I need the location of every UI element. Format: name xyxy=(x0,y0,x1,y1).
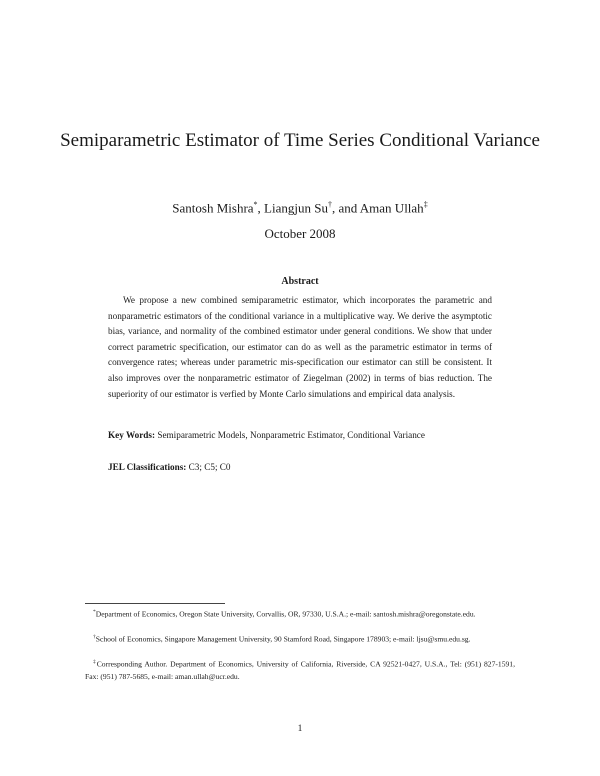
keywords-text: Semiparametric Models, Nonparametric Estimator, Conditional Variance xyxy=(157,430,425,440)
author-name: Aman Ullah xyxy=(359,200,424,216)
footnote-mark: * xyxy=(93,609,96,615)
footnote-mark: * xyxy=(253,200,258,209)
abstract-heading: Abstract xyxy=(281,276,319,287)
author-line xyxy=(0,200,600,216)
footnote xyxy=(85,606,515,621)
keywords-label: Key Words: xyxy=(108,430,156,440)
publication-date: October 2008 xyxy=(264,226,336,241)
author-name: Santosh Mishra xyxy=(172,200,254,216)
footnote xyxy=(85,656,515,684)
paper-title: Semiparametric Estimator of Time Series Conditional Variance xyxy=(60,130,540,151)
footnote-mark: † xyxy=(93,634,96,640)
author-name: Liangjun Su xyxy=(264,200,328,216)
footnote-text: School of Economics, Singapore Management University, 90 Stamford Road, Singapore 178903; e-mail: ljsu@smu.edu.sg. xyxy=(95,634,471,644)
keywords xyxy=(108,430,508,440)
jel-label: JEL Classifications: xyxy=(108,462,187,472)
footnote-mark: † xyxy=(327,200,332,209)
jel-classifications xyxy=(108,462,508,472)
footnote-text: Corresponding Author. Department of Economics, University of California, Riverside, CA 92521-0427, U.S.A., Tel: (951) 827-1591, Fax: (951) 787-5685, e-mail: aman.ullah@ucr.edu. xyxy=(85,659,516,682)
author-separator: , and xyxy=(331,200,360,216)
footnote xyxy=(85,631,515,646)
abstract-body: We propose a new combined semiparametric estimator, which incorporates the parametric and nonparametric estimators of the conditional variance in a multiplicative way. We derive the asymptotic bias, variance, and normality of the combined estimator under general conditions. We show that under correct parametric specification, our estimator can do as well as the parametric estimator in terms of convergence rates; whereas under parametric mis-specification our estimator can still be consistent. It also improves over the nonparametric estimator of Ziegelman (2002) in terms of bias reduction. The superiority of our estimator is verfied by Monte Carlo simulations and empirical data analysis. xyxy=(108,295,492,399)
author-separator: , xyxy=(257,200,265,216)
footnote-mark: ‡ xyxy=(423,200,428,209)
footnote-mark: ‡ xyxy=(93,659,97,665)
footnote-text: Department of Economics, Oregon State University, Corvallis, OR, 97330, U.S.A.; e-mail: santosh.mishra@oregonstate.edu. xyxy=(95,609,476,619)
page-number: 1 xyxy=(297,724,303,734)
footnote-rule xyxy=(85,603,225,604)
jel-text: C3; C5; C0 xyxy=(188,462,231,472)
